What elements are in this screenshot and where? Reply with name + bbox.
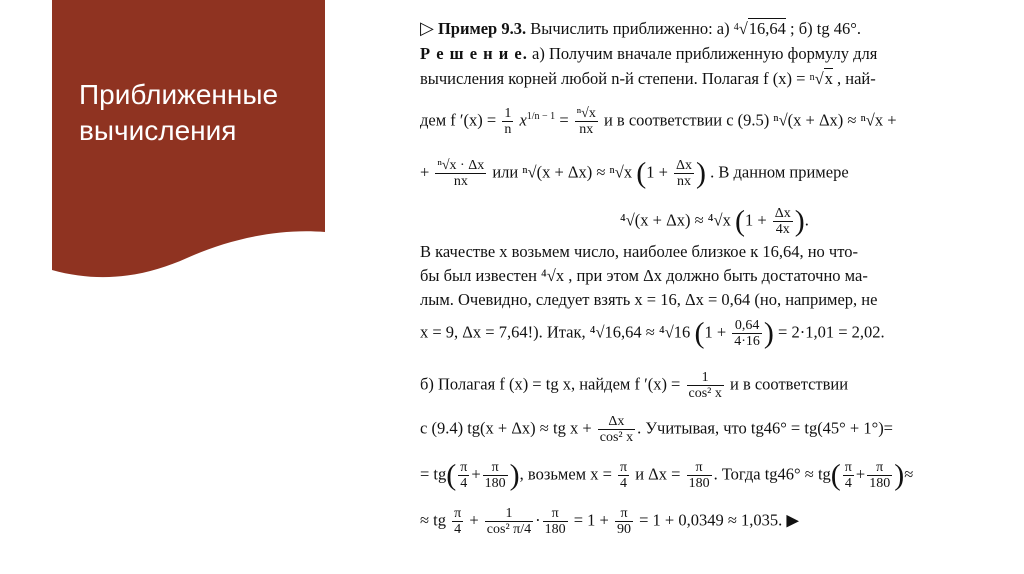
fraction: $\frac{\Delta x}{\text{cos² x}}$ (599, 414, 634, 445)
scanned-textbook-page (420, 8, 1010, 568)
fraction: $\frac{1}{n}$ (504, 106, 512, 137)
solution-text: а) Получим вначале приближенную формулу для (532, 44, 878, 63)
root-expression: $^4$√16,64 (733, 19, 786, 38)
text-fragment: + (420, 162, 430, 182)
left-paren: ( (636, 156, 647, 190)
text-fragment: , возьмем x = (519, 464, 612, 484)
title-panel (52, 0, 325, 285)
text-fragment: В качестве x возьмем число, наиболее близкое к 16,64, но что- (420, 242, 858, 261)
fraction: $\frac{\text{ⁿ√x}}{nx}$ (576, 106, 596, 137)
formula-fragment: ⁴√(x + Δx) ≈ ⁴√x (620, 210, 731, 230)
formula-line (420, 106, 897, 137)
text-fragment: и в соответствии (729, 374, 849, 394)
formula-line: = tg( $\frac{\pi}{4}$ + $\frac{\pi}{180}$ ), возьмем x = $\frac{\pi}{4}$ и Δx = $\frac{\pi}{180}$ . Тогда tg46° ≈ tg( $\frac{\pi}{4}$ + $\frac{\pi}{180}$ )≈ (420, 458, 914, 492)
formula-line: ⁴√(x + Δx) ≈ ⁴√x (1 + $\frac{\Delta x}{4x}$ ). (620, 204, 809, 238)
fraction: $\frac{\pi}{180}$ (869, 460, 891, 491)
fraction: $\frac{\pi}{4}$ (620, 460, 628, 491)
text-fragment: лым. Очевидно, следует взять x = 16, Δx = 0,64 (но, например, не (420, 290, 878, 309)
fraction: $\frac{\pi}{4}$ (844, 460, 852, 491)
formula-fragment: с (9.4) tg(x + Δx) ≈ tg x + (420, 418, 592, 438)
formula-fragment: = 1 + 0,0349 ≈ 1,035. (639, 510, 783, 530)
formula-fragment: = tg (420, 464, 447, 484)
text-fragment: вычисления корней любой n-й степени. Полагая f (x) = (420, 69, 806, 88)
text-fragment: . (804, 210, 809, 230)
fraction: $\frac{\Delta x}{4x}$ (774, 206, 791, 237)
right-paren: ) (763, 316, 774, 350)
text-line (420, 266, 868, 286)
text-line (420, 242, 858, 262)
plus-sign: + (469, 510, 479, 530)
left-paren: ( (694, 316, 705, 350)
text-fragment: . Учитывая, что tg46° = tg(45° + 1°)= (637, 418, 893, 438)
formula-fragment: = 1 + (573, 510, 609, 530)
formula-fragment: и Δx = (635, 464, 681, 484)
end-marker-icon: ▶ (786, 510, 800, 530)
fraction: $\frac{1}{\text{cos² x}}$ (688, 370, 722, 401)
text-line (420, 290, 877, 310)
fraction: $\frac{\pi}{4}$ (460, 460, 468, 491)
exponent: 1/n − 1 (526, 110, 556, 122)
formula-fragment: x = 9, Δx = 7,64!). Итак, ⁴√16,64 ≈ ⁴√16 (420, 322, 691, 342)
text-fragment: , най- (837, 69, 876, 88)
fraction: $\frac{\pi}{180}$ (484, 460, 506, 491)
formula-fragment: ⁿ√(x + Δx) ≈ ⁿ√x + (773, 110, 897, 130)
fraction: $\frac{\pi}{180}$ (544, 506, 566, 537)
example-text: Вычислить приближенно: а) (530, 19, 730, 38)
formula-line (420, 506, 799, 537)
multiply-dot: · (535, 510, 541, 530)
right-paren: ) (696, 156, 707, 190)
formula-fragment: б) Полагая f (x) = tg x, найдем f ′(x) = (420, 374, 681, 394)
slide-title: Приближенные вычисления (79, 79, 279, 146)
formula-line (420, 414, 893, 445)
formula-line: x = 9, Δx = 7,64!). Итак, ⁴√16,64 ≈ ⁴√16 (1 + $\frac{0,64}{4\cdot 16}$ ) = 2·1,01 = 2,02. (420, 316, 885, 350)
fraction: $\frac{\pi}{4}$ (454, 506, 462, 537)
text-fragment: ≈ (904, 464, 914, 484)
text-fragment: . В данном примере (710, 162, 849, 182)
root-expression: $^n$√x (809, 69, 833, 88)
play-marker-icon: ▷ (420, 18, 434, 38)
text-fragment: бы был известен ⁴√x , при этом Δx должно быть достаточно ма- (420, 266, 868, 285)
formula-fragment: ≈ tg (420, 510, 447, 530)
formula-line: + $\frac{\text{ⁿ√x · Δx}}{nx}$ или ⁿ√(x + Δx) ≈ ⁿ√x (1 + $\frac{\Delta x}{nx}$ ) . В данном примере (420, 156, 849, 190)
left-paren: ( (734, 204, 745, 238)
fraction: $\frac{\pi}{180}$ (688, 460, 710, 491)
equals-sign: = (559, 110, 569, 130)
solution-label: Р е ш е н и е. (420, 44, 528, 63)
right-paren: ) (509, 458, 520, 492)
left-paren: ( (830, 458, 841, 492)
text-fragment: дем f ′(x) = (420, 110, 497, 130)
example-line (420, 18, 861, 39)
text-fragment: = 2·1,01 = 2,02. (778, 322, 885, 342)
formula-fragment: или ⁿ√(x + Δx) ≈ ⁿ√x (492, 162, 633, 182)
left-paren: ( (446, 458, 457, 492)
solution-line (420, 44, 877, 64)
fraction: $\frac{0,64}{4\cdot 16}$ (734, 318, 760, 349)
text-fragment: и в соответствии с (9.5) (603, 110, 770, 130)
right-paren: ) (894, 458, 905, 492)
variable: x (519, 110, 527, 130)
fraction: $\frac{\pi}{90}$ (616, 506, 631, 537)
fraction: $\frac{1}{\text{cos² π/4}}$ (486, 506, 532, 537)
example-rest: ; б) tg 46°. (790, 19, 861, 38)
fraction: $\frac{\text{ⁿ√x · Δx}}{nx}$ (437, 158, 485, 189)
text-fragment: . Тогда tg46° ≈ tg (713, 464, 831, 484)
right-paren: ) (794, 204, 805, 238)
example-label: Пример 9.3. (437, 19, 527, 38)
formula-line (420, 370, 848, 401)
fraction: $\frac{\Delta x}{nx}$ (676, 158, 693, 189)
text-line (420, 68, 876, 89)
